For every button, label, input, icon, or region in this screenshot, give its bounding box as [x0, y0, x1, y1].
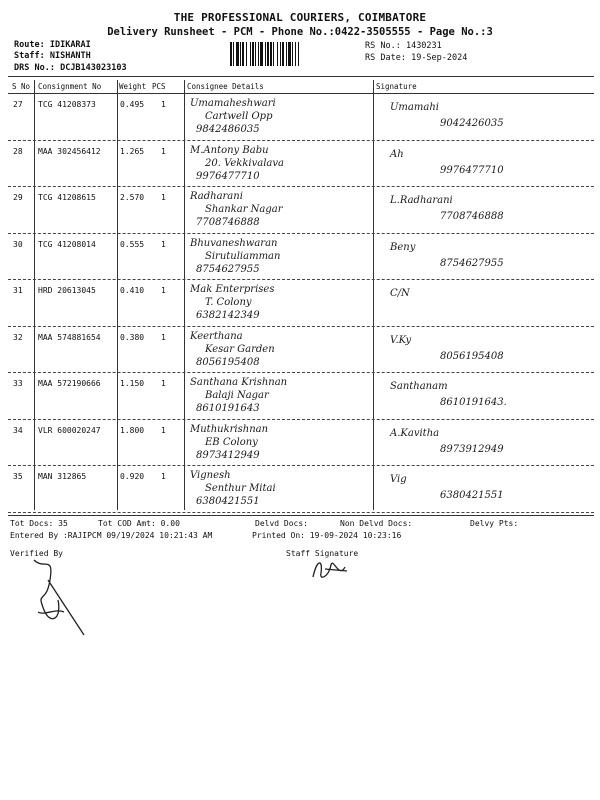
drs-value: DCJB143023103	[60, 63, 127, 73]
row-weight: 1.265	[120, 146, 145, 156]
row-consignee-name: Vignesh	[190, 470, 231, 481]
row-consignee-address: 20. Vekkivalava	[205, 157, 285, 169]
row-consignee-name: Mak Enterprises	[190, 284, 275, 295]
entered-by: Entered By :RAJIPCM 09/19/2024 10:21:43 AM	[10, 531, 213, 540]
table-top-rule	[8, 76, 594, 77]
row-pcs: 1	[161, 425, 166, 435]
row-consignee-phone: 8056195408	[196, 356, 260, 368]
row-pcs: 1	[161, 332, 166, 342]
col-header-weight: Weight	[119, 82, 147, 91]
rs-no-value: 1430231	[405, 41, 442, 51]
col-divider	[117, 80, 118, 510]
col-header-consignee: Consignee Details	[187, 82, 264, 91]
row-consignee-address: Cartwell Opp	[205, 111, 273, 122]
row-consignee-address: Senthur Mitai	[205, 483, 276, 494]
tot-docs: Tot Docs: 35	[10, 519, 68, 528]
row-separator	[8, 465, 594, 466]
row-consignee-phone: 8973412949	[196, 449, 260, 461]
col-divider	[34, 80, 35, 510]
row-signature-phone: 8754627955	[440, 257, 504, 269]
row-consignee-name: M.Antony Babu	[190, 144, 269, 156]
row-signature: Beny	[390, 241, 416, 253]
route-label: Route:	[14, 40, 45, 50]
tot-cod-amt: Tot COD Amt: 0.00	[98, 519, 180, 528]
row-consignment: MAA 574881654	[38, 332, 101, 342]
row-consignee-phone: 6380421551	[196, 496, 260, 507]
staff-label: Staff:	[14, 51, 45, 61]
barcode	[230, 42, 350, 66]
row-pcs: 1	[161, 193, 166, 202]
row-sno: 28	[13, 146, 23, 156]
row-separator	[8, 419, 594, 420]
delvy-pts: Delvy Pts:	[470, 519, 519, 528]
row-signature: Santhanam	[390, 381, 448, 392]
rs-date-line	[365, 53, 467, 63]
drs-label: DRS No.:	[14, 63, 55, 73]
staff-signature-label: Staff Signature	[286, 549, 359, 558]
row-separator	[8, 326, 594, 327]
row-signature-phone: 8056195408	[440, 350, 504, 362]
row-signature-phone: 9042426035	[440, 118, 504, 129]
delvd-docs: Delvd Docs:	[255, 519, 308, 528]
row-consignee-address: Kesar Garden	[205, 343, 275, 355]
drs-line	[14, 63, 127, 73]
row-sno: 35	[13, 472, 23, 481]
row-consignee-phone: 8754627955	[196, 263, 260, 275]
row-consignee-phone: 8610191643	[196, 403, 260, 414]
row-consignment: MAN 312865	[38, 472, 87, 481]
row-consignment: TCG 41208615	[38, 193, 96, 202]
row-separator	[8, 186, 594, 187]
row-consignee-name: Santhana Krishnan	[190, 377, 288, 388]
col-header-signature: Signature	[376, 82, 417, 91]
col-divider	[184, 80, 185, 510]
row-weight: 1.150	[120, 379, 145, 388]
col-header-pcs: PCS	[152, 82, 166, 91]
row-pcs: 1	[161, 239, 166, 249]
route-line	[14, 40, 91, 50]
row-separator	[8, 372, 594, 373]
printed-on: Printed On: 19-09-2024 10:23:16	[252, 531, 402, 540]
row-consignee-address: T. Colony	[205, 297, 252, 308]
row-consignee-phone: 9842486035	[196, 124, 260, 135]
row-separator	[8, 140, 594, 141]
row-signature-phone: 7708746888	[440, 211, 504, 222]
row-sno: 34	[13, 425, 23, 435]
route-value: IDIKARAI	[49, 40, 91, 50]
row-signature: Vig	[390, 474, 407, 485]
rs-no-line	[365, 41, 442, 51]
row-pcs: 1	[161, 379, 166, 388]
row-sno: 31	[13, 286, 23, 295]
row-pcs: 1	[161, 286, 166, 295]
row-weight: 0.920	[120, 472, 145, 481]
row-separator	[8, 279, 594, 280]
verifier-signature	[14, 550, 94, 645]
row-consignee-name: Umamaheshwari	[190, 98, 276, 109]
row-signature: Umamahi	[390, 102, 439, 113]
col-header-consignment: Consignment No	[38, 82, 102, 91]
col-divider	[373, 80, 374, 510]
row-pcs: 1	[161, 146, 166, 156]
row-consignee-address: Balaji Nagar	[205, 390, 269, 401]
row-pcs: 1	[161, 472, 166, 481]
row-weight: 2.570	[120, 193, 145, 202]
row-consignee-address: Shankar Nagar	[205, 204, 283, 215]
row-signature: A.Kavitha	[390, 427, 440, 439]
staff-value: NISHANTH	[49, 51, 91, 61]
staff-line	[14, 51, 91, 61]
row-separator	[8, 233, 594, 234]
row-consignee-name: Keerthana	[190, 330, 243, 342]
row-signature: L.Radharani	[390, 195, 453, 206]
row-weight: 0.555	[120, 239, 145, 249]
row-consignment: HRD 20613045	[38, 286, 96, 295]
row-consignee-name: Bhuvaneshwaran	[190, 237, 278, 249]
verified-by-label: Verified By	[10, 549, 63, 558]
row-sno: 29	[13, 193, 23, 202]
row-consignment: TCG 41208373	[38, 100, 96, 109]
row-signature-phone: 6380421551	[440, 490, 504, 501]
row-signature: C/N	[390, 288, 410, 299]
row-consignment: TCG 41208014	[38, 239, 96, 249]
row-consignment: VLR 600020247	[38, 425, 101, 435]
staff-signature	[305, 553, 355, 585]
company-title: THE PROFESSIONAL COURIERS, COIMBATORE	[173, 11, 427, 24]
row-signature-phone: 8973912949	[440, 443, 504, 455]
row-consignee-phone: 7708746888	[196, 217, 260, 228]
row-consignee-name: Muthukrishnan	[190, 423, 269, 435]
row-signature: V.Ky	[390, 334, 412, 346]
table-header-rule	[8, 93, 594, 94]
row-consignee-phone: 6382142349	[196, 310, 260, 321]
rs-no-label: RS No.:	[365, 41, 401, 51]
row-sno: 27	[13, 100, 23, 109]
footer-rule	[8, 515, 594, 516]
row-consignee-phone: 9976477710	[196, 170, 260, 182]
row-consignee-address: Sirutuliamman	[205, 250, 281, 262]
row-consignment: MAA 302456412	[38, 146, 101, 156]
rs-date-label: RS Date:	[365, 53, 406, 63]
row-sno: 32	[13, 332, 23, 342]
row-weight: 1.800	[120, 425, 145, 435]
rs-date-value: 19-Sep-2024	[411, 53, 468, 63]
row-consignee-name: Radharani	[190, 191, 243, 202]
row-consignment: MAA 572190666	[38, 379, 101, 388]
runsheet-subtitle: Delivery Runsheet - PCM - Phone No.:0422-3505555 - Page No.:3	[107, 26, 493, 38]
col-header-sno: S No	[12, 82, 31, 91]
row-signature: Ah	[390, 148, 404, 160]
row-sno: 33	[13, 379, 23, 388]
row-pcs: 1	[161, 100, 166, 109]
non-delvd-docs: Non Delvd Docs:	[340, 519, 413, 528]
row-sno: 30	[13, 239, 23, 249]
row-weight: 0.410	[120, 286, 145, 295]
row-signature-phone: 8610191643.	[440, 397, 507, 408]
row-separator	[8, 512, 594, 513]
row-signature-phone: 9976477710	[440, 164, 504, 176]
row-weight: 0.380	[120, 332, 145, 342]
row-weight: 0.495	[120, 100, 145, 109]
row-consignee-address: EB Colony	[205, 436, 258, 448]
